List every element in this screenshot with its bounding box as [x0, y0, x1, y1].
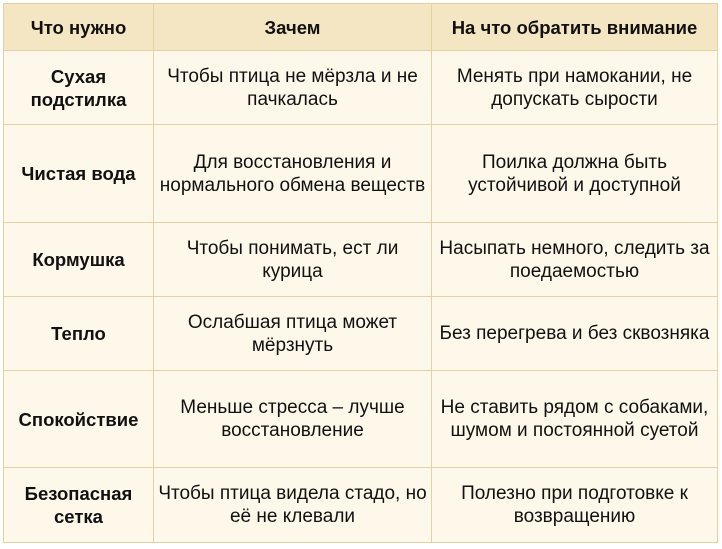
row-reason: Чтобы понимать, ест ли курица: [154, 223, 432, 297]
table-row: [4, 371, 718, 468]
row-reason: Чтобы птица видела стадо, но её не клевали: [154, 468, 432, 543]
row-note: Не ставить рядом с собаками, шумом и постоянной суетой: [432, 371, 718, 468]
care-table-container: [3, 3, 717, 543]
row-item: Тепло: [4, 297, 154, 371]
table-row: [4, 297, 718, 371]
row-note: Без перегрева и без сквозняка: [432, 297, 718, 371]
row-note: Менять при намокании, не допускать сырости: [432, 51, 718, 125]
table-row: [4, 51, 718, 125]
table-header-row: [4, 4, 718, 51]
table-row: [4, 468, 718, 543]
row-note: Поилка должна быть устойчивой и доступной: [432, 125, 718, 223]
row-item: Безопасная сетка: [4, 468, 154, 543]
row-item: Спокойствие: [4, 371, 154, 468]
row-reason: Ослабшая птица может мёрзнуть: [154, 297, 432, 371]
row-item: Кормушка: [4, 223, 154, 297]
header-attention: На что обратить внимание: [432, 4, 718, 51]
table-row: [4, 223, 718, 297]
row-note: Насыпать немного, следить за поедаемостью: [432, 223, 718, 297]
care-table: [3, 3, 718, 543]
row-note: Полезно при подготовке к возвращению: [432, 468, 718, 543]
header-why: Зачем: [154, 4, 432, 51]
row-reason: Меньше стресса – лучше восстановление: [154, 371, 432, 468]
table-row: [4, 125, 718, 223]
row-item: Сухая подстилка: [4, 51, 154, 125]
row-reason: Чтобы птица не мёрзла и не пачкалась: [154, 51, 432, 125]
row-item: Чистая вода: [4, 125, 154, 223]
header-what-needed: Что нужно: [4, 4, 154, 51]
row-reason: Для восстановления и нормального обмена веществ: [154, 125, 432, 223]
